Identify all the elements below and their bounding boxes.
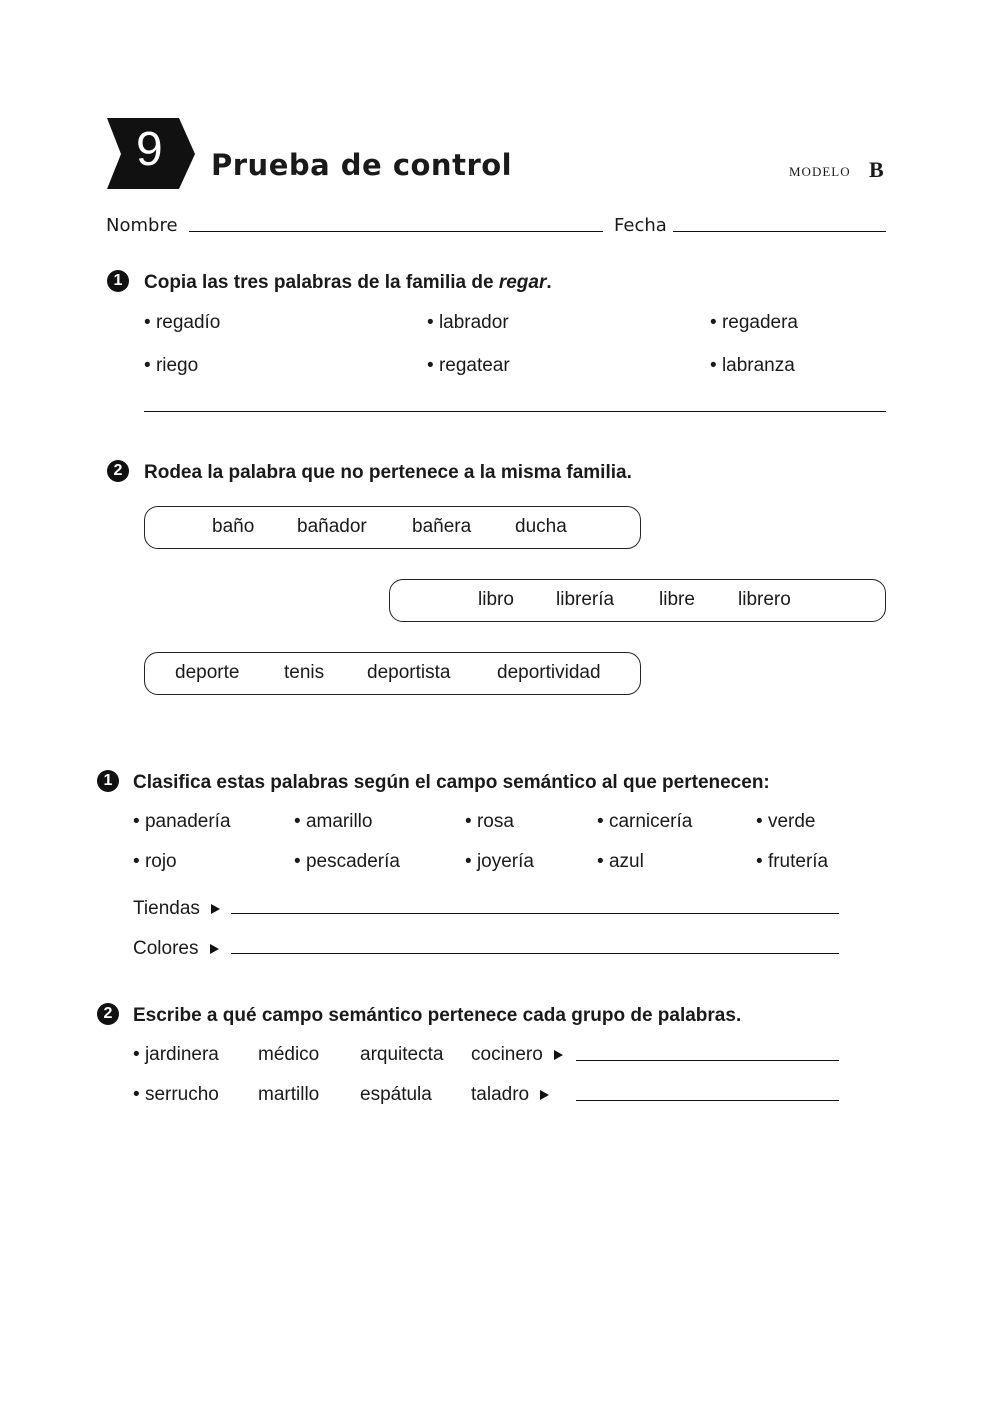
question-4-title: Escribe a qué campo semántico pertenece cada grupo de palabras. — [133, 1005, 742, 1026]
option-item: • regadera — [710, 312, 798, 333]
word-option[interactable]: libro — [478, 589, 514, 610]
name-label: Nombre — [106, 215, 178, 236]
word-item: • rojo — [133, 851, 177, 872]
word-item: médico — [258, 1044, 320, 1065]
option-item: • labranza — [710, 355, 795, 376]
word-item: • azul — [597, 851, 644, 872]
question-number-badge: 2 — [107, 460, 129, 482]
question-number-badge: 2 — [97, 1003, 119, 1025]
word-option[interactable]: tenis — [284, 662, 325, 683]
model-label: MODELO — [789, 164, 851, 179]
question-3-title: Clasifica estas palabras según el campo semántico al que pertenecen: — [133, 772, 770, 793]
word-option[interactable]: bañador — [297, 516, 367, 537]
word-option[interactable]: librería — [556, 589, 615, 610]
arrow-right-icon — [211, 904, 220, 914]
answer-line-colores[interactable] — [231, 953, 839, 954]
option-item: • regatear — [427, 355, 510, 376]
word-item: cocinero — [471, 1045, 563, 1064]
word-item: • pescadería — [294, 851, 400, 872]
word-option[interactable]: baño — [212, 516, 255, 537]
question-number-badge: 1 — [107, 270, 129, 292]
word-item: • serrucho — [133, 1084, 219, 1105]
word-item: • amarillo — [294, 811, 373, 832]
arrow-right-icon — [540, 1090, 549, 1100]
word-item: • verde — [756, 811, 816, 832]
question-number-badge: 1 — [97, 770, 119, 792]
arrow-right-icon — [210, 944, 219, 954]
word-item: • rosa — [465, 811, 514, 832]
word-item: • panadería — [133, 811, 231, 832]
question-1-title: Copia las tres palabras de la familia de regar. — [144, 272, 552, 293]
answer-label-colores: Colores — [133, 939, 219, 958]
word-item: • frutería — [756, 851, 829, 872]
answer-line[interactable] — [576, 1060, 839, 1061]
model-letter: B — [869, 157, 884, 182]
option-item: • riego — [144, 355, 199, 376]
word-option[interactable]: libre — [659, 589, 695, 610]
arrow-right-icon — [554, 1050, 563, 1060]
date-field[interactable] — [673, 231, 886, 232]
date-label: Fecha — [614, 215, 667, 236]
word-option[interactable]: bañera — [412, 516, 472, 537]
answer-line[interactable] — [144, 411, 886, 412]
word-item: • joyería — [465, 851, 534, 872]
word-item: espátula — [360, 1084, 432, 1105]
word-item: arquitecta — [360, 1044, 444, 1065]
answer-label-tiendas: Tiendas — [133, 899, 220, 918]
word-item: • jardinera — [133, 1044, 219, 1065]
word-option[interactable]: deportista — [367, 662, 451, 683]
name-field[interactable] — [189, 231, 603, 232]
option-item: • regadío — [144, 312, 221, 333]
answer-line-tiendas[interactable] — [231, 913, 839, 914]
option-item: • labrador — [427, 312, 509, 333]
unit-number: 9 — [136, 123, 163, 176]
word-option[interactable]: ducha — [515, 516, 567, 537]
word-item: • carnicería — [597, 811, 693, 832]
word-option[interactable]: deportividad — [497, 662, 601, 683]
page-title: Prueba de control — [211, 148, 513, 182]
question-2-title: Rodea la palabra que no pertenece a la misma familia. — [144, 462, 632, 483]
word-group-box — [389, 579, 886, 622]
word-item: martillo — [258, 1084, 320, 1105]
word-option[interactable]: deporte — [175, 662, 240, 683]
word-option[interactable]: librero — [738, 589, 791, 610]
answer-line[interactable] — [576, 1100, 839, 1101]
word-item: taladro — [471, 1085, 549, 1104]
